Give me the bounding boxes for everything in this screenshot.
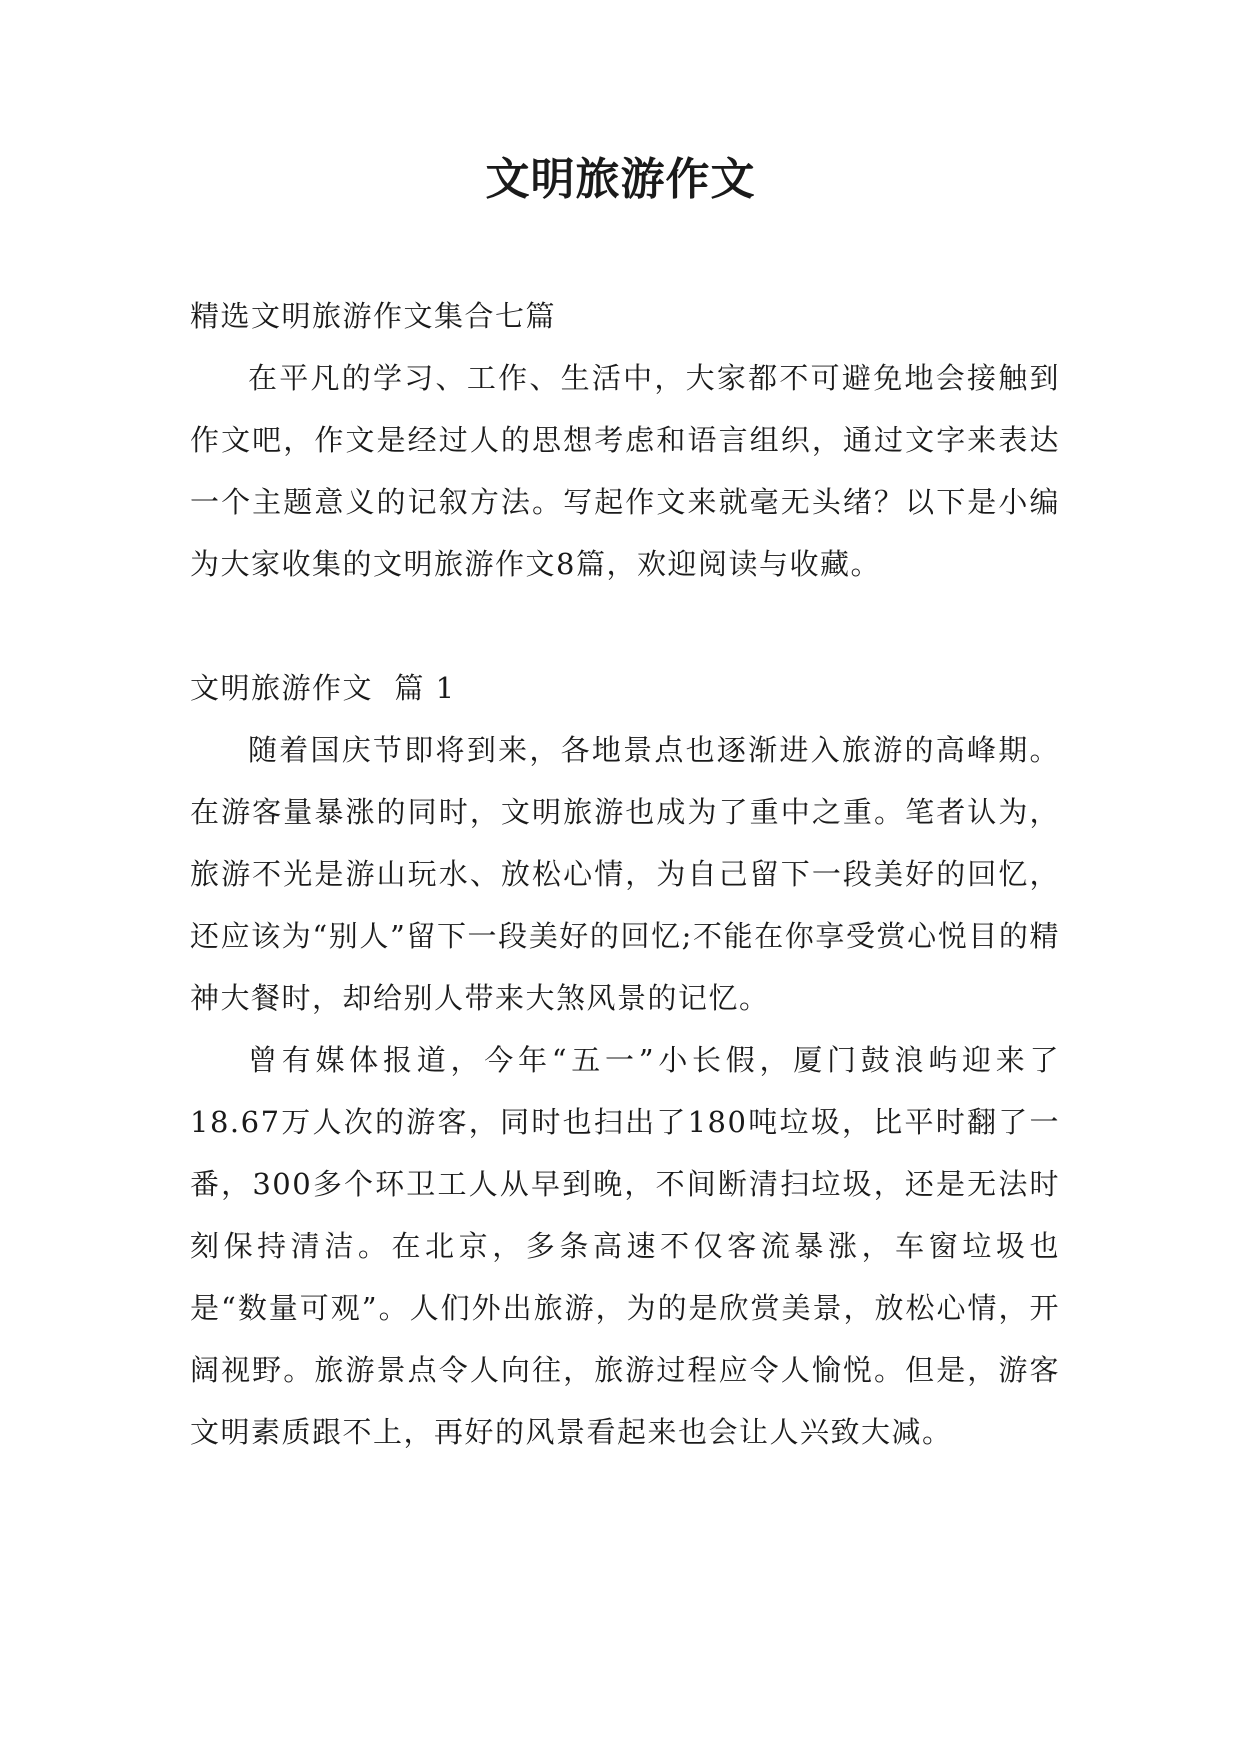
document-title: 文明旅游作文 — [485, 154, 756, 205]
section-spacer — [190, 595, 1060, 657]
intro-paragraph: 在平凡的学习、工作、生活中，大家都不可避免地会接触到作文吧，作文是经过人的思想考虑和语言组织，通过文字来表达一个主题意义的记叙方法。写起作文来就毫无头绪？以下是小编为大家收集的文明旅游作文8篇，欢迎阅读与收藏。 — [190, 361, 1060, 581]
body-paragraph-2: 曾有媒体报道，今年“五一”小长假，厦门鼓浪屿迎来了18.67万人次的游客，同时也扫出了180吨垃圾，比平时翻了一番，300多个环卫工人从早到晚，不间断清扫垃圾，还是无法时刻保持清洁。在北京，多条高速不仅客流暴涨，车窗垃圾也是“数量可观”。人们外出旅游，为的是欣赏美景，放松心情，开阔视野。旅游景点令人向往，旅游过程应令人愉悦。但是，游客文明素质跟不上，再好的风景看起来也会让人兴致大减。 — [190, 1043, 1060, 1449]
section-heading: 文明旅游作文 篇 1 — [190, 671, 456, 705]
body-paragraph-1: 随着国庆节即将到来，各地景点也逐渐进入旅游的高峰期。在游客量暴涨的同时，文明旅游也成为了重中之重。笔者认为，旅游不光是游山玩水、放松心情，为自己留下一段美好的回忆，还应该为“别人”留下一段美好的回忆;不能在你享受赏心悦目的精神大餐时，却给别人带来大煞风景的记忆。 — [190, 733, 1060, 1015]
document-body — [190, 285, 1060, 1463]
document-subtitle: 精选文明旅游作文集合七篇 — [190, 299, 557, 333]
